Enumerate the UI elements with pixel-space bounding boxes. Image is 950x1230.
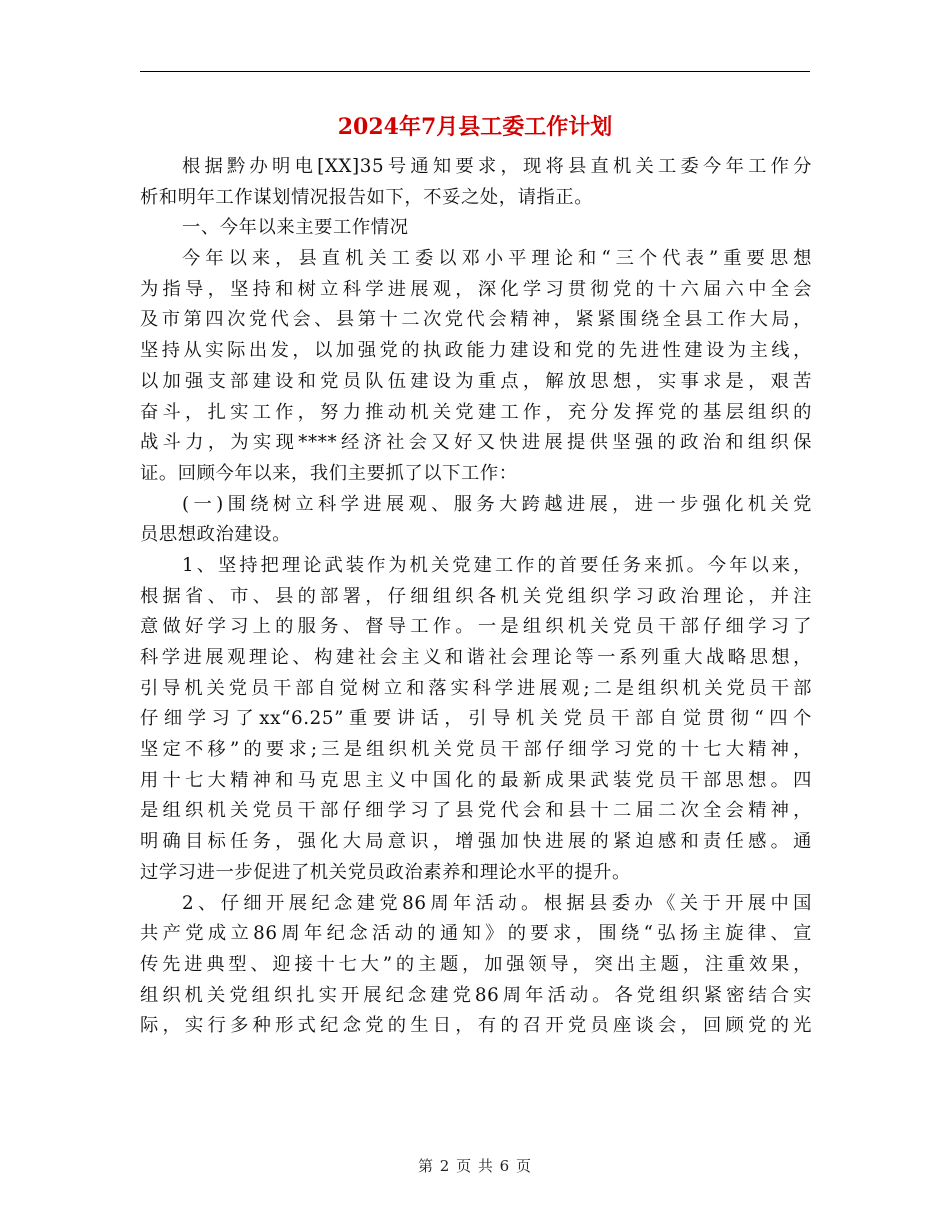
page-number-footer: 第 2 页 共 6 页	[418, 1157, 532, 1175]
document-body	[140, 152, 812, 1042]
paragraph-line: 坚定不移”的要求;三是组织机关党员干部仔细学习党的十七大精神，	[140, 739, 812, 761]
paragraph-line: 析和明年工作谋划情况报告如下，不妥之处，请指正。	[140, 186, 594, 208]
paragraph-line: 坚持从实际出发，以加强党的执政能力建设和党的先进性建设为主线，	[140, 340, 812, 362]
document-title: 2024年7月县工委工作计划	[337, 114, 613, 140]
paragraph-line: 引导机关党员干部自觉树立和落实科学进展观;二是组织机关党员干部	[140, 677, 812, 699]
paragraph-line: 仔细学习了xx“6.25”重要讲话，引导机关党员干部自觉贯彻“四个	[140, 708, 812, 730]
header-rule	[140, 71, 810, 72]
paragraph-line: 2、仔细开展纪念建党86周年活动。根据县委办《关于开展中国	[182, 892, 812, 914]
paragraph-line: 为指导，坚持和树立科学进展观，深化学习贯彻党的十六届六中全会	[140, 278, 812, 300]
paragraph-line: 共产党成立86周年纪念活动的通知》的要求，围绕“弘扬主旋律、宣	[140, 923, 812, 945]
paragraph-line: 是组织机关党员干部仔细学习了县党代会和县十二届二次全会精神，	[140, 800, 812, 822]
paragraph-line: 用十七大精神和马克思主义中国化的最新成果武装党员干部思想。四	[140, 769, 812, 791]
paragraph-line: 及市第四次党代会、县第十二次党代会精神，紧紧围绕全县工作大局，	[140, 309, 812, 331]
paragraph-line: 根据黔办明电[XX]35号通知要求，现将县直机关工委今年工作分	[182, 156, 812, 177]
paragraph-line: 明确目标任务，强化大局意识，增强加快进展的紧迫感和责任感。通	[140, 831, 812, 853]
paragraph-line: 根据省、市、县的部署，仔细组织各机关党组织学习政治理论，并注	[140, 585, 812, 607]
paragraph-line: 以加强支部建设和党员队伍建设为重点，解放思想，实事求是，艰苦	[140, 370, 812, 392]
paragraph-line: 意做好学习上的服务、督导工作。一是组织机关党员干部仔细学习了	[140, 616, 812, 638]
paragraph-line: 奋斗，扎实工作，努力推动机关党建工作，充分发挥党的基层组织的	[140, 401, 812, 423]
paragraph-line: 过学习进一步促进了机关党员政治素养和理论水平的提升。	[140, 861, 631, 883]
paragraph-line: 际，实行多种形式纪念党的生日，有的召开党员座谈会，回顾党的光	[140, 1015, 812, 1037]
paragraph-line: 战斗力，为实现****经济社会又好又快进展提供坚强的政治和组织保	[140, 432, 812, 454]
paragraph-line: 证。回顾今年以来，我们主要抓了以下工作：	[140, 462, 518, 484]
paragraph-line: 科学进展观理论、构建社会主义和谐社会理论等一系列重大战略思想，	[140, 647, 812, 668]
paragraph-line: 传先进典型、迎接十七大”的主题，加强领导，突出主题，注重效果，	[140, 953, 812, 975]
section-heading: 一、今年以来主要工作情况	[182, 217, 409, 239]
subsection-heading: 员思想政治建设。	[140, 524, 292, 546]
paragraph-line: 1、坚持把理论武装作为机关党建工作的首要任务来抓。今年以来，	[182, 554, 812, 576]
paragraph-line: 今年以来，县直机关工委以邓小平理论和“三个代表”重要思想	[182, 248, 812, 270]
paragraph-line: 组织机关党组织扎实开展纪念建党86周年活动。各党组织紧密结合实	[140, 984, 812, 1006]
subsection-heading: (一)围绕树立科学进展观、服务大跨越进展，进一步强化机关党	[182, 493, 812, 515]
